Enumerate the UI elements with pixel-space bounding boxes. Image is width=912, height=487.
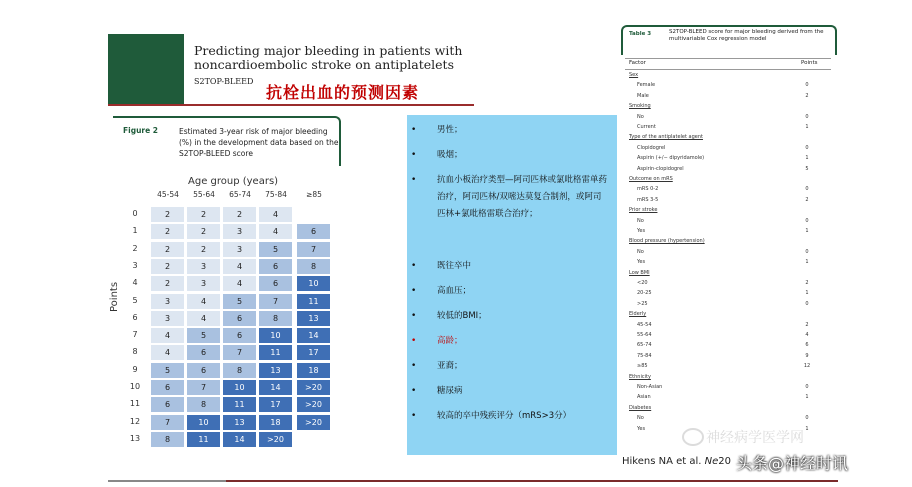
risk-cell: >20 — [259, 432, 292, 447]
table3-points: 2 — [805, 196, 809, 203]
table3-row — [621, 144, 835, 153]
risk-cell: 14 — [297, 328, 330, 343]
table3-factor: Low BMI — [629, 269, 650, 276]
points-row-label: 12 — [129, 416, 141, 426]
risk-cell: 2 — [151, 259, 184, 274]
table3-col-points: Points — [801, 60, 818, 66]
table3-caption: S2TOP-BLEED score for major bleeding derived from the multivariable Cox regression model — [669, 29, 824, 42]
table3-factor: Male — [637, 92, 649, 99]
table3-row — [621, 165, 835, 174]
bullet-icon: • — [411, 361, 417, 371]
risk-cell: 2 — [151, 242, 184, 257]
age-group-header: 45-54 — [157, 190, 179, 199]
points-row-label: 8 — [132, 347, 138, 357]
risk-cell: 6 — [259, 276, 292, 291]
risk-cell: 11 — [223, 397, 256, 412]
table3-row — [621, 362, 835, 371]
risk-cell: 4 — [259, 207, 292, 222]
table3-factor: Female — [637, 82, 656, 89]
table3-factor: mRS 3-5 — [637, 196, 659, 203]
age-group-header: ≥85 — [306, 190, 322, 199]
risk-cell: 17 — [297, 345, 330, 360]
risk-cell: 7 — [151, 415, 184, 430]
table3-factor: Ethnicity — [629, 373, 651, 380]
risk-factor-text: 抗血小板治疗类型—阿司匹林或氯吡格雷单药治疗，阿司匹林/双嘧达莫复合制剂，或阿司匹林+氯吡格雷联合治疗； — [437, 175, 608, 219]
risk-cell: 8 — [223, 363, 256, 378]
table3-group-row — [621, 237, 835, 246]
banner-divider — [108, 104, 474, 106]
table3-points: 0 — [805, 300, 809, 307]
table3-points: 0 — [805, 113, 809, 120]
risk-factor-text: 较低的BMI； — [437, 311, 487, 321]
table3-factor: >25 — [637, 300, 648, 307]
table3-row — [621, 81, 835, 90]
table3-factor: No — [637, 248, 644, 255]
table3-factor: Aspirin-clopidogrel — [637, 165, 684, 172]
table3-group-row — [621, 373, 835, 382]
table3-group-row — [621, 310, 835, 319]
risk-cell: 18 — [259, 415, 292, 430]
risk-cell: 10 — [187, 415, 220, 430]
risk-cell: 6 — [297, 224, 330, 239]
table3-points: 0 — [805, 144, 809, 151]
table3-row — [621, 279, 835, 288]
points-axis-label: Points — [109, 281, 120, 312]
table3-points: 4 — [805, 332, 809, 338]
risk-cell: 6 — [151, 380, 184, 395]
risk-cell: 6 — [187, 345, 220, 360]
bullet-icon: • — [411, 261, 417, 271]
points-row-label: 9 — [132, 364, 138, 374]
table3-points: 1 — [805, 290, 809, 297]
footer-divider-accent — [108, 480, 226, 482]
table3-row — [621, 321, 835, 330]
risk-cell: 10 — [223, 380, 256, 395]
risk-cell: 2 — [151, 224, 184, 239]
points-row-label: 6 — [132, 312, 138, 322]
risk-cell: 10 — [259, 328, 292, 343]
citation-authors: Hikens NA et al. — [622, 456, 705, 467]
points-row-label: 13 — [129, 433, 141, 443]
table3-group-row — [621, 175, 835, 184]
risk-cell: 4 — [151, 328, 184, 343]
risk-cell: >20 — [297, 397, 330, 412]
title-banner — [108, 34, 474, 106]
risk-cell: 6 — [259, 259, 292, 274]
table3-factor: Yes — [637, 425, 646, 432]
table3-factor: ≥85 — [637, 363, 648, 370]
table3-row — [621, 258, 835, 267]
table3-factor: Elderly — [629, 311, 647, 318]
points-row-label: 0 — [132, 209, 138, 218]
table3-factor: mRS 0-2 — [637, 186, 659, 193]
table3-row — [621, 300, 835, 309]
table3-group-row — [621, 404, 835, 413]
table3-group-row — [621, 133, 835, 142]
risk-cell: 3 — [151, 294, 184, 309]
risk-cell: >20 — [297, 415, 330, 430]
watermark-bottom: 头条@神经时讯 — [736, 454, 849, 473]
risk-cell: 6 — [223, 328, 256, 343]
risk-cell: 3 — [223, 242, 256, 257]
risk-cell: 2 — [187, 207, 220, 222]
table3-group-row — [621, 206, 835, 215]
risk-cell: 4 — [187, 311, 220, 326]
table3-points: 5 — [805, 165, 809, 172]
table3-points: 1 — [805, 124, 809, 130]
table3-row — [621, 185, 835, 194]
table3-group-row — [621, 269, 835, 278]
risk-factor-text: 男性； — [437, 125, 463, 135]
bullet-icon: • — [411, 125, 417, 135]
table3-row — [621, 227, 835, 236]
table3-points: 0 — [805, 186, 809, 193]
table3-factor: Prior stroke — [629, 207, 658, 214]
risk-cell: 4 — [151, 345, 184, 360]
risk-cell: 2 — [223, 207, 256, 222]
table3-row — [621, 92, 835, 101]
table3-row — [621, 352, 835, 361]
table3-row — [621, 196, 835, 205]
bullet-icon: • — [411, 411, 417, 421]
table3-points: 0 — [805, 217, 809, 224]
watermark-top: 神经病学医学网 — [706, 430, 804, 446]
table3-factor: Non-Asian — [637, 384, 663, 390]
risk-cell: 7 — [297, 242, 330, 257]
table3-factor: No — [637, 415, 644, 422]
table3-factor: Outcome on mRS — [629, 176, 673, 182]
risk-cell: 6 — [223, 311, 256, 326]
risk-cell: 4 — [223, 276, 256, 291]
risk-cell: 13 — [297, 311, 330, 326]
banner-title: Predicting major bleeding in patients with noncardioembolic stroke on antiplatelets — [194, 43, 463, 72]
risk-factor-text: 高龄； — [437, 336, 463, 346]
table3-factor: Current — [637, 124, 656, 130]
points-row-label: 2 — [132, 243, 138, 253]
figure2-label: Figure 2 — [123, 126, 159, 135]
table3-group-row — [621, 71, 835, 80]
points-row-label: 3 — [132, 260, 138, 270]
risk-cell: >20 — [297, 380, 330, 395]
table3-header-rule — [625, 69, 831, 70]
bullet-icon: • — [411, 386, 417, 396]
table3-factor: No — [637, 113, 644, 120]
risk-cell: 2 — [151, 276, 184, 291]
points-row-label: 11 — [129, 399, 141, 409]
risk-cell: 8 — [187, 397, 220, 412]
table3-points: 0 — [805, 248, 809, 255]
table3-row — [621, 414, 835, 423]
risk-cell: 18 — [297, 363, 330, 378]
risk-cell: 14 — [259, 380, 292, 395]
table3-row — [621, 248, 835, 257]
risk-cell: 3 — [187, 259, 220, 274]
table3-points: 2 — [805, 92, 809, 99]
table3-points: 0 — [805, 384, 809, 390]
points-row-label: 5 — [132, 295, 138, 305]
table3-factor: Clopidogrel — [637, 144, 666, 151]
table3-factor: 20-25 — [637, 290, 652, 297]
table3-factor: Yes — [637, 259, 646, 266]
risk-cell: 10 — [297, 276, 330, 291]
age-group-header: 75-84 — [265, 190, 287, 199]
risk-cell: 7 — [187, 380, 220, 395]
wechat-icon — [682, 428, 704, 446]
risk-cell: 11 — [297, 294, 330, 309]
risk-factors-panel — [407, 115, 617, 455]
bullet-icon: • — [411, 175, 417, 185]
banner-subtitle: S2TOP-BLEED — [194, 77, 254, 86]
table3-row — [621, 383, 835, 392]
risk-cell: 3 — [187, 276, 220, 291]
table3-panel — [621, 25, 835, 465]
table3-points: 1 — [805, 394, 809, 401]
bullet-icon: • — [411, 286, 417, 296]
risk-cell: 4 — [259, 224, 292, 239]
table3-top-rule — [625, 58, 831, 59]
points-row-label: 1 — [132, 226, 138, 236]
age-group-header: 55-64 — [193, 190, 215, 199]
risk-cell: 3 — [223, 224, 256, 239]
age-group-header: 65-74 — [229, 190, 251, 199]
table3-factor: 45-54 — [637, 321, 652, 328]
risk-cell: 4 — [223, 259, 256, 274]
risk-factor-text: 亚裔； — [437, 361, 463, 371]
footer-divider — [108, 480, 838, 482]
risk-factor-text: 既往卒中 — [437, 261, 472, 271]
table3-label: Table 3 — [629, 31, 652, 37]
table3-points: 1 — [805, 155, 809, 162]
risk-cell: 2 — [187, 224, 220, 239]
table3-col-factor: Factor — [629, 60, 646, 66]
risk-cell: 13 — [223, 415, 256, 430]
risk-cell: 14 — [223, 432, 256, 447]
table3-row — [621, 113, 835, 122]
risk-cell: 5 — [223, 294, 256, 309]
risk-cell: 2 — [187, 242, 220, 257]
table3-points: 6 — [805, 342, 809, 349]
risk-cell: 4 — [187, 294, 220, 309]
table3-factor: Yes — [637, 228, 646, 234]
risk-cell: 3 — [151, 311, 184, 326]
risk-cell: 11 — [187, 432, 220, 447]
figure2-caption: Estimated 3-year risk of major bleeding (%) in the development data based on the S2TOP-BLEED score — [179, 127, 339, 158]
table3-factor: Blood pressure (hypertension) — [629, 238, 705, 245]
table3-points: 0 — [805, 82, 809, 89]
bullet-icon: • — [411, 336, 417, 346]
table3-row — [621, 289, 835, 298]
citation — [622, 456, 731, 467]
table3-points: 9 — [805, 352, 809, 359]
risk-cell: 5 — [259, 242, 292, 257]
table3-points: 1 — [805, 425, 809, 432]
banner-accent-bar — [108, 34, 184, 106]
table3-row — [621, 341, 835, 350]
table3-factor: 75-84 — [637, 352, 652, 359]
table3-points: 0 — [805, 415, 809, 422]
citation-journal: Ne — [704, 456, 719, 467]
risk-cell: 6 — [187, 363, 220, 378]
risk-factor-text: 高血压； — [437, 286, 472, 296]
table3-factor: No — [637, 217, 644, 224]
table3-factor: Smoking — [629, 103, 651, 110]
points-row-label: 4 — [132, 278, 138, 288]
risk-cell: 2 — [151, 207, 184, 222]
risk-cell: 8 — [151, 432, 184, 447]
table3-group-row — [621, 102, 835, 111]
risk-cell: 8 — [297, 259, 330, 274]
risk-cell: 7 — [223, 345, 256, 360]
age-group-title: Age group (years) — [188, 176, 279, 187]
risk-cell: 13 — [259, 363, 292, 378]
table3-row — [621, 217, 835, 226]
table3-factor: Type of the antiplatelet agent — [629, 134, 703, 141]
points-row-label: 7 — [132, 330, 138, 340]
table3-factor: Aspirin (+/− dipyridamole) — [637, 155, 705, 162]
table3-factor: Sex — [629, 72, 639, 78]
table3-points: 2 — [805, 321, 809, 328]
risk-cell: 5 — [187, 328, 220, 343]
table3-factor: Diabetes — [629, 404, 652, 411]
table3-factor: Asian — [637, 394, 651, 401]
table3-points: 1 — [805, 259, 809, 266]
risk-cell: 8 — [259, 311, 292, 326]
bullet-icon: • — [411, 311, 417, 321]
figure2-header — [113, 116, 341, 166]
risk-cell: 7 — [259, 294, 292, 309]
banner-chinese-title: 抗栓出血的预测因素 — [266, 83, 420, 102]
table3-row — [621, 123, 835, 132]
table3-factor: 55-64 — [637, 332, 652, 338]
table3-factor: 65-74 — [637, 342, 652, 349]
risk-factor-text: 吸烟； — [437, 150, 463, 160]
risk-cell: 5 — [151, 363, 184, 378]
risk-grid — [109, 172, 343, 462]
risk-cell: 6 — [151, 397, 184, 412]
risk-cell: 17 — [259, 397, 292, 412]
citation-year: 20 — [718, 456, 732, 467]
risk-factor-text: 较高的卒中残疾评分（mRS>3分） — [437, 411, 572, 421]
table3-points: 1 — [805, 228, 809, 234]
table3-points: 12 — [803, 363, 811, 370]
table3-row — [621, 393, 835, 402]
risk-cell: 11 — [259, 345, 292, 360]
bullet-icon: • — [411, 150, 417, 160]
table3-row — [621, 154, 835, 163]
table3-row — [621, 331, 835, 340]
table3-factor: <20 — [637, 280, 648, 286]
table3-points: 2 — [805, 280, 809, 286]
points-row-label: 10 — [129, 382, 141, 391]
risk-factor-text: 糖尿病 — [437, 386, 463, 396]
